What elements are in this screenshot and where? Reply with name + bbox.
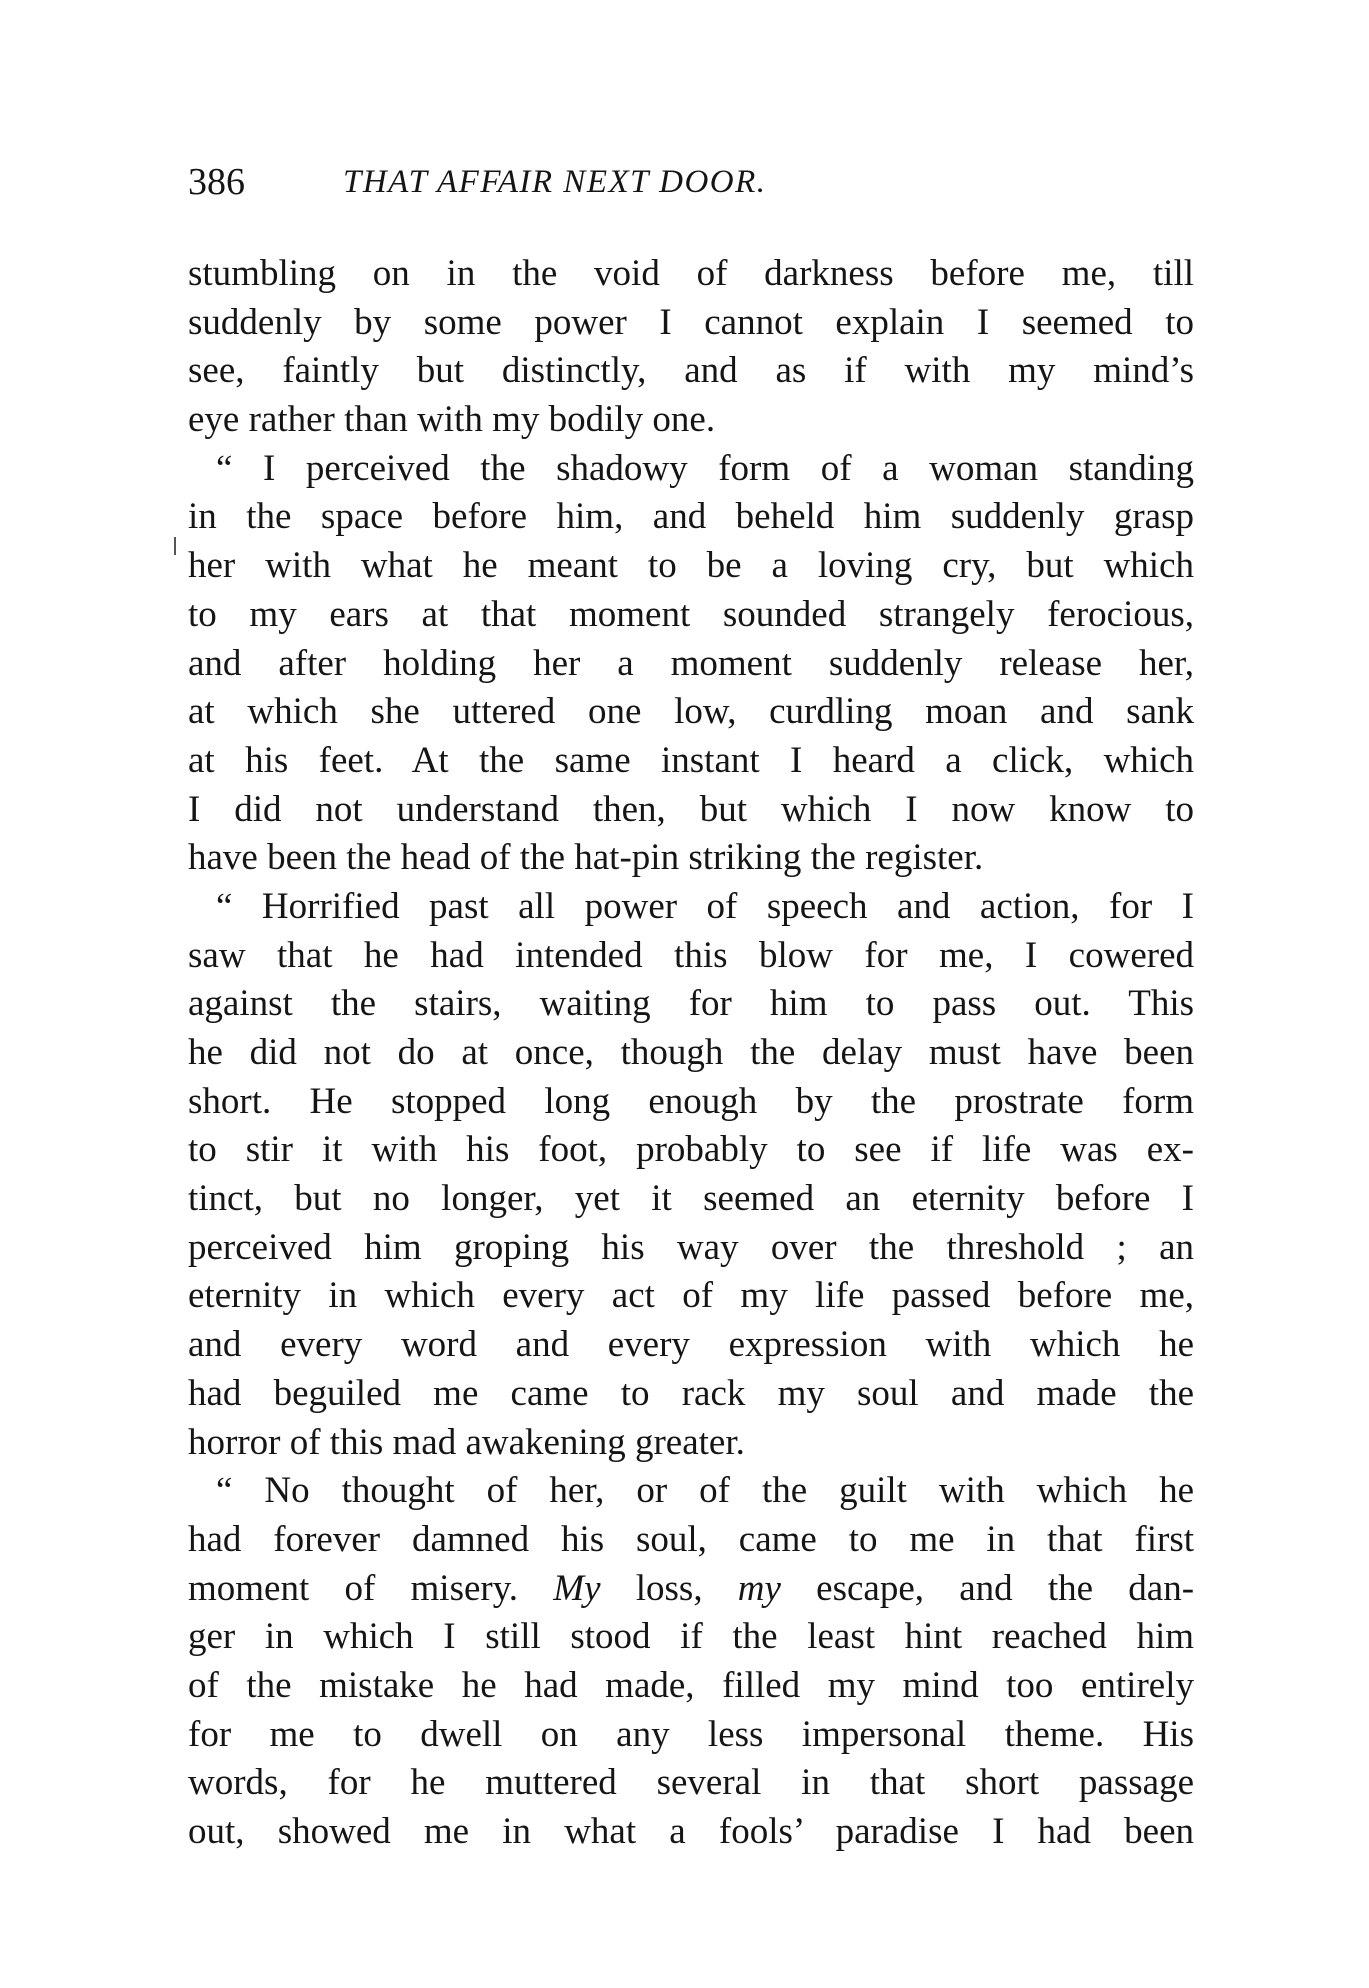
body-text — [188, 250, 1194, 1857]
margin-mark — [174, 537, 176, 555]
text-line: out, showed me in what a fools’ paradise I had been — [188, 1811, 1194, 1852]
text-line: “ No thought of her, or of the guilt with which he — [216, 1470, 1194, 1512]
text-line: had forever damned his soul, came to me in that first — [188, 1518, 1194, 1560]
text-line: perceived him groping his way over the threshold ; an — [188, 1226, 1194, 1268]
text-line: and after holding her a moment suddenly release her, — [188, 642, 1194, 684]
text-line: eternity in which every act of my life passed before me, — [188, 1275, 1194, 1317]
page-header — [188, 158, 1188, 218]
text-line: see, faintly but distinctly, and as if with my mind’s — [188, 350, 1194, 392]
text-line: in the space before him, and beheld him suddenly grasp — [188, 496, 1194, 538]
text-line: have been the head of the hat-pin striking the register. — [188, 837, 984, 879]
text-line: ger in which I still stood if the least hint reached him — [188, 1616, 1194, 1658]
text-line: of the mistake he had made, filled my mind too entirely — [188, 1664, 1194, 1706]
text-fragment: loss, — [635, 1567, 703, 1609]
text-line: stumbling on in the void of darkness before me, till — [188, 253, 1194, 294]
text-line: I did not understand then, but which I now know to — [188, 788, 1194, 830]
text-line: words, for he muttered several in that short passage — [188, 1762, 1194, 1804]
text-line: eye rather than with my bodily one. — [188, 399, 716, 441]
text-line: to stir it with his foot, probably to see if life was ex- — [188, 1129, 1194, 1171]
text-line: to my ears at that moment sounded strangely ferocious, — [188, 593, 1194, 635]
running-title: THAT AFFAIR NEXT DOOR. — [343, 164, 767, 200]
emphasis-my: My — [553, 1567, 601, 1609]
text-line-mixed — [188, 1565, 1194, 1614]
text-line: horror of this mad awakening greater. — [188, 1421, 745, 1463]
text-line: short. He stopped long enough by the prostrate form — [188, 1080, 1194, 1122]
text-line: her with what he meant to be a loving cry, but which — [188, 545, 1194, 587]
text-line: against the stairs, waiting for him to pass out. This — [188, 983, 1194, 1025]
emphasis-my: my — [737, 1567, 781, 1609]
text-line: tinct, but no longer, yet it seemed an eternity before I — [188, 1178, 1194, 1220]
text-line: “ Horrified past all power of speech and action, for I — [216, 885, 1194, 927]
text-line: at which she uttered one low, curdling moan and sank — [188, 691, 1194, 733]
text-line: for me to dwell on any less impersonal theme. His — [188, 1713, 1194, 1755]
page-number: 386 — [188, 161, 245, 203]
text-line: “ I perceived the shadowy form of a woman standing — [216, 447, 1194, 489]
text-line: saw that he had intended this blow for me, I cowered — [188, 934, 1194, 976]
text-line: and every word and every expression with which he — [188, 1324, 1194, 1366]
text-fragment: escape, and the dan- — [816, 1567, 1195, 1609]
text-line: had beguiled me came to rack my soul and made the — [188, 1372, 1194, 1414]
text-line: he did not do at once, though the delay must have been — [188, 1032, 1194, 1073]
text-line: at his feet. At the same instant I heard a click, which — [188, 739, 1194, 781]
text-line: suddenly by some power I cannot explain I seemed to — [188, 301, 1194, 343]
text-fragment: moment of misery. — [188, 1567, 519, 1609]
